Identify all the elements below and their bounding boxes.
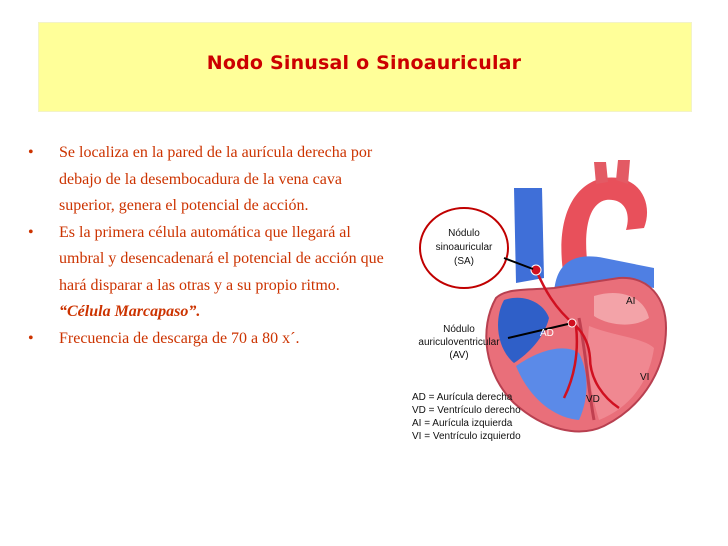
chamber-label-ai: AI [626,296,636,307]
sa-label-line: (SA) [454,256,474,267]
bullet-emphasis: “Célula Marcapaso”. [59,303,201,320]
bullet-item [28,220,388,326]
av-label-line: Nódulo [443,324,475,335]
bullet-marker: • [28,329,34,347]
chamber-label-vi: VI [640,372,650,383]
legend-line: AI = Aurícula izquierda [412,418,513,429]
av-label-line: auriculoventricular [418,337,500,348]
legend-line: AD = Aurícula derecha [412,392,513,403]
bullet-text: Se localiza en la pared de la aurícula derecha por debajo de la desembocadura de la vena cava superior, genera el potencial de acción. [59,144,373,214]
bullet-item [28,326,388,353]
chamber-label-ad: AD [540,328,554,339]
legend-line: VI = Ventrículo izquierdo [412,431,521,442]
bullet-marker: • [28,144,34,161]
chamber-label-vd: VD [586,394,600,405]
sa-label-line: Nódulo [448,228,480,239]
bullet-list [28,140,388,352]
bullet-marker: • [28,223,34,241]
bullet-text: Frecuencia de descarga de 70 a 80 x´. [59,329,300,347]
bullet-item [28,140,388,220]
bullet-text: Es la primera célula automática que llegará al umbral y desencadenará el potencial de acción que hará disparar a las otras y a su propio ritmo. [59,223,384,294]
legend-line: VD = Ventrículo derecho [412,405,521,416]
av-node [568,319,576,327]
sa-node [531,265,541,275]
slide-title: Nodo Sinusal o Sinoauricular [206,52,522,74]
heart-diagram [404,158,704,448]
av-label-line: (AV) [449,350,469,361]
sa-label-line: sinoauricular [435,242,493,253]
